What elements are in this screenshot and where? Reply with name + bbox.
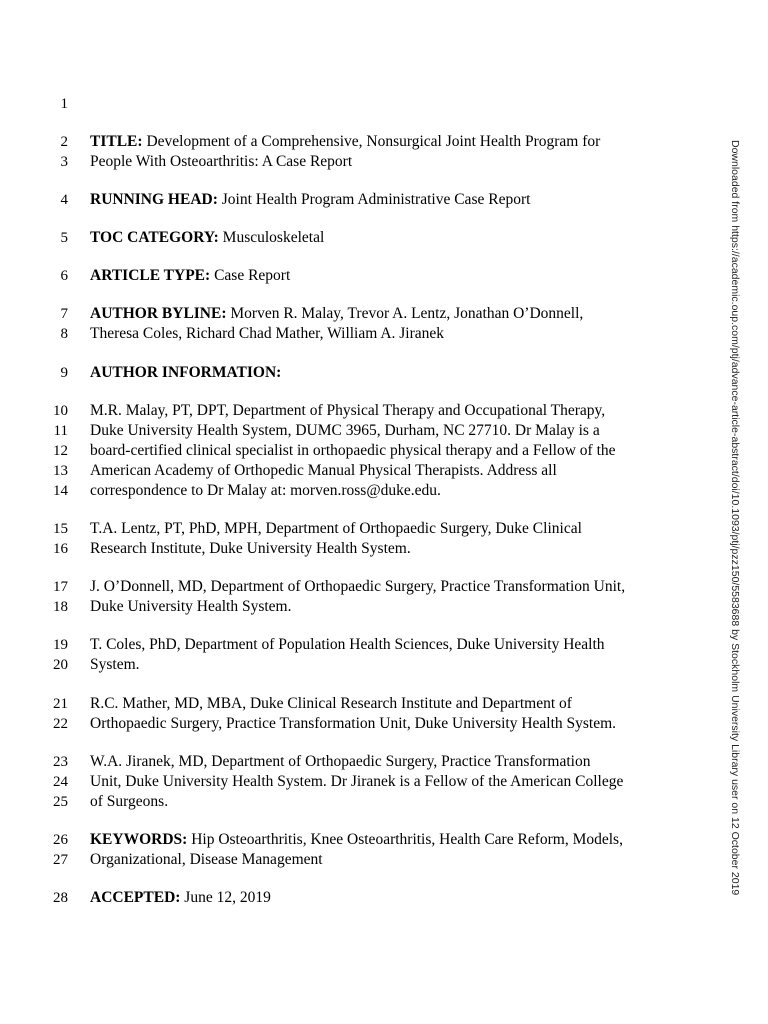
line-text (90, 519, 582, 539)
line-number: 9 (60, 365, 68, 381)
field-value: Organizational, Disease Management (90, 851, 323, 868)
field-value: Joint Health Program Administrative Case Report (217, 191, 531, 208)
field-value: of Surgeons. (90, 793, 169, 810)
download-notice: Downloaded from https://academic.oup.com/ptj/advance-article-abstract/doi/10.1093/ptj/pzz150/5583688 by Stockholm University Library user on 12 October 2019 (729, 140, 741, 896)
line-text (90, 539, 411, 559)
line-text (90, 132, 600, 152)
line-text (90, 461, 557, 481)
field-label: TOC CATEGORY: (90, 229, 219, 246)
line-text (90, 441, 616, 461)
line-text (90, 655, 140, 675)
field-value: Morven R. Malay, Trevor A. Lentz, Jonathan O’Donnell, (226, 305, 584, 322)
line-text (90, 772, 623, 792)
line-text (90, 577, 625, 597)
line-number: 16 (53, 541, 68, 557)
line-number: 23 (53, 754, 68, 770)
line-number: 1 (60, 96, 68, 112)
field-value: T. Coles, PhD, Department of Population Health Sciences, Duke University Health (90, 636, 605, 653)
field-value: American Academy of Orthopedic Manual Physical Therapists. Address all (90, 462, 557, 479)
line-text (90, 324, 444, 344)
field-value: Case Report (210, 267, 291, 284)
line-text (90, 304, 583, 324)
line-number: 2 (60, 134, 68, 150)
line-text (90, 401, 605, 421)
line-number: 12 (53, 443, 68, 459)
line-number: 26 (53, 832, 68, 848)
line-number: 22 (53, 716, 68, 732)
field-value: Duke University Health System. (90, 598, 292, 615)
line-number: 8 (60, 326, 68, 342)
field-value: Orthopaedic Surgery, Practice Transformation Unit, Duke University Health System. (90, 715, 617, 732)
field-label: AUTHOR BYLINE: (90, 305, 227, 322)
line-text (90, 850, 323, 870)
line-number: 4 (60, 192, 68, 208)
line-number: 13 (53, 463, 68, 479)
line-number: 25 (53, 794, 68, 810)
line-text (90, 597, 291, 617)
field-value: correspondence to Dr Malay at: morven.ross@duke.edu. (90, 482, 441, 499)
line-number: 5 (60, 230, 68, 246)
field-label: ARTICLE TYPE: (90, 267, 211, 284)
line-text (90, 752, 590, 772)
line-number: 7 (60, 306, 68, 322)
field-value: Research Institute, Duke University Health System. (90, 540, 411, 557)
line-number: 21 (53, 696, 68, 712)
line-text (90, 481, 441, 501)
line-number: 14 (53, 483, 68, 499)
field-value: R.C. Mather, MD, MBA, Duke Clinical Research Institute and Department of (90, 695, 572, 712)
field-value: Hip Osteoarthritis, Knee Osteoarthritis, Health Care Reform, Models, (187, 831, 623, 848)
line-number: 19 (53, 637, 68, 653)
line-text (90, 363, 281, 383)
line-number: 15 (53, 521, 68, 537)
field-value: Duke University Health System, DUMC 3965, Durham, NC 27710. Dr Malay is a (90, 422, 600, 439)
field-value: Unit, Duke University Health System. Dr Jiranek is a Fellow of the American College (90, 773, 624, 790)
line-number: 6 (60, 268, 68, 284)
line-number: 20 (53, 657, 68, 673)
line-text (90, 190, 530, 210)
line-text (90, 266, 290, 286)
line-text (90, 228, 324, 248)
line-number: 27 (53, 852, 68, 868)
field-value: Development of a Comprehensive, Nonsurgical Joint Health Program for (142, 133, 601, 150)
line-text (90, 152, 352, 172)
line-number: 3 (60, 154, 68, 170)
line-text (90, 830, 623, 850)
field-label: RUNNING HEAD: (90, 191, 218, 208)
field-value: Theresa Coles, Richard Chad Mather, William A. Jiranek (90, 325, 445, 342)
line-text (90, 888, 271, 908)
line-number: 10 (53, 403, 68, 419)
line-text (90, 635, 605, 655)
field-value: People With Osteoarthritis: A Case Report (90, 153, 353, 170)
field-value: System. (90, 656, 140, 673)
field-label: AUTHOR INFORMATION: (90, 364, 282, 381)
field-value: board-certified clinical specialist in orthopaedic physical therapy and a Fellow of the (90, 442, 616, 459)
line-text (90, 694, 572, 714)
line-number: 24 (53, 774, 68, 790)
field-label: KEYWORDS: (90, 831, 188, 848)
line-number: 28 (53, 890, 68, 906)
line-text (90, 792, 168, 812)
field-value: J. O’Donnell, MD, Department of Orthopaedic Surgery, Practice Transformation Unit, (90, 578, 626, 595)
field-value: Musculoskeletal (218, 229, 325, 246)
field-value: June 12, 2019 (180, 889, 271, 906)
field-value: W.A. Jiranek, MD, Department of Orthopaedic Surgery, Practice Transformation (90, 753, 591, 770)
line-number: 18 (53, 599, 68, 615)
line-text (90, 714, 616, 734)
line-number: 17 (53, 579, 68, 595)
field-value: M.R. Malay, PT, DPT, Department of Physical Therapy and Occupational Therapy, (90, 402, 606, 419)
field-label: TITLE: (90, 133, 143, 150)
line-text (90, 421, 600, 441)
field-value: T.A. Lentz, PT, PhD, MPH, Department of Orthopaedic Surgery, Duke Clinical (90, 520, 582, 537)
line-number: 11 (53, 423, 68, 439)
field-label: ACCEPTED: (90, 889, 181, 906)
